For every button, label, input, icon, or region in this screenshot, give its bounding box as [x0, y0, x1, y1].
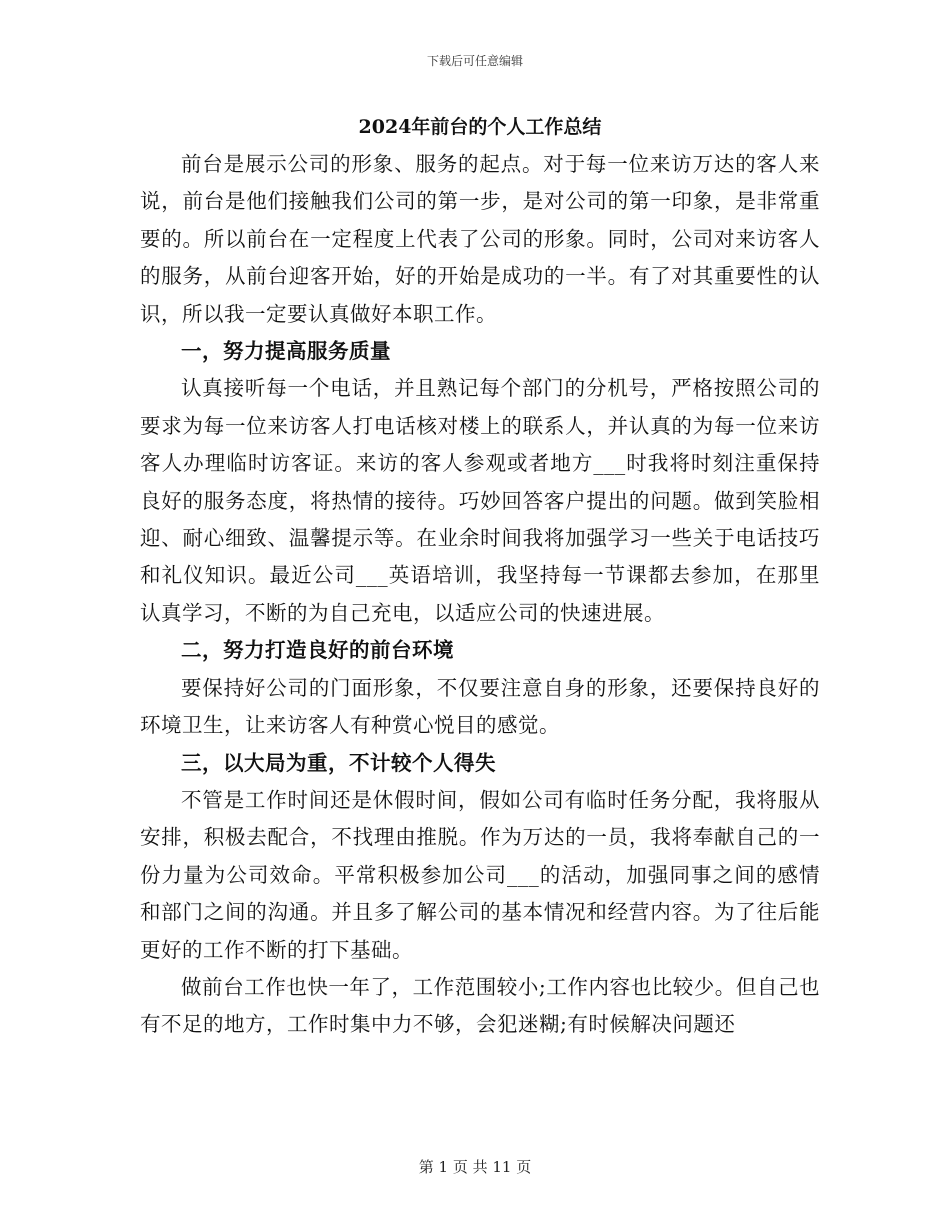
section-heading: 一，努力提高服务质量	[181, 339, 391, 364]
section-paragraph: 不管是工作时间还是休假时间，假如公司有临时任务分配，我将服从安排，积极去配合，不找理由推脱。作为万达的一员，我将奉献自己的一份力量为公司效命。平常积极参加公司___的活动，加强同事之间的感情和部门之间的沟通。并且多了解公司的基本情况和经营内容。为了往后能更好的工作不断的打下基础。	[140, 787, 820, 962]
closing-paragraph: 做前台工作也快一年了，工作范围较小;工作内容也比较少。但自己也有不足的地方，工作时集中力不够，会犯迷糊;有时候解决问题还	[140, 974, 820, 1037]
document-title: 2024年前台的个人工作总结	[358, 116, 602, 138]
section-paragraph: 要保持好公司的门面形象，不仅要注意自身的形象，还要保持良好的环境卫生，让来访客人有种赏心悦目的感觉。	[140, 675, 820, 738]
page-header-note: 下载后可任意编辑	[426, 54, 523, 68]
section-heading: 二，努力打造良好的前台环境	[181, 638, 454, 663]
section-paragraph: 认真接听每一个电话，并且熟记每个部门的分机号，严格按照公司的要求为每一位来访客人打电话核对楼上的联系人，并认真的为每一位来访客人办理临时访客证。来访的客人参观或者地方___时我将时刻注重保持良好的服务态度，将热情的接待。巧妙回答客户提出的问题。做到笑脸相迎、耐心细致、温馨提示等。在业余时间我将加强学习一些关于电话技巧和礼仪知识。最近公司___英语培训，我坚持每一节课都去参加，在那里认真学习，不断的为自己充电，以适应公司的快速进展。	[140, 376, 820, 625]
document-body	[140, 112, 820, 1044]
intro-paragraph: 前台是展示公司的形象、服务的起点。对于每一位来访万达的客人来说，前台是他们接触我们公司的第一步，是对公司的第一印象，是非常重要的。所以前台在一定程度上代表了公司的形象。同时，公司对来访客人的服务，从前台迎客开始，好的开始是成功的一半。有了对其重要性的认识，所以我一定要认真做好本职工作。	[140, 152, 820, 326]
page-number: 第 1 页 共 11 页	[418, 1158, 532, 1176]
section-heading: 三，以大局为重，不计较个人得失	[181, 750, 496, 775]
